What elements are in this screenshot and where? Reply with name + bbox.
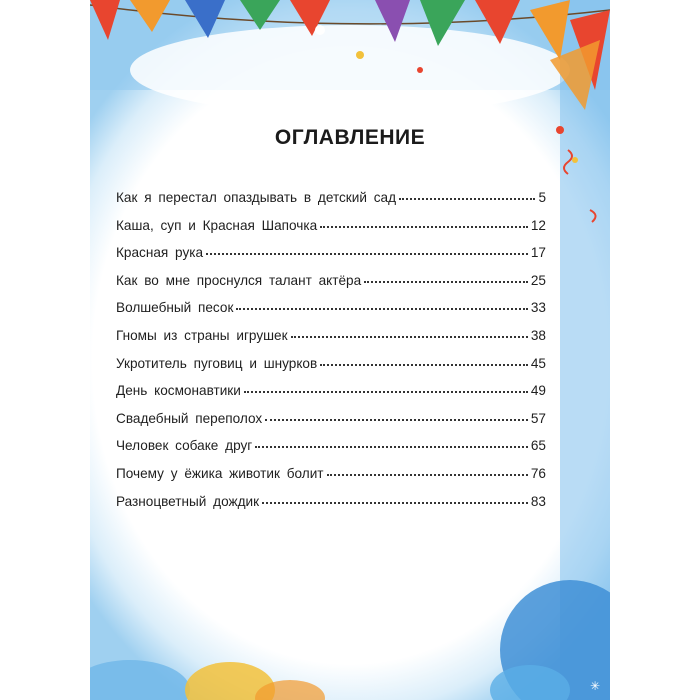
book-page <box>90 0 610 700</box>
dot-leader <box>291 326 528 338</box>
toc-entry-title: Как я перестал опаздывать в детский сад <box>116 190 397 205</box>
toc-entry-page: 12 <box>530 217 546 233</box>
dot-leader <box>206 243 528 255</box>
toc-entry-title: День космонавтики <box>116 383 241 399</box>
toc-entry-page: 38 <box>530 327 546 343</box>
dot-leader <box>399 188 535 200</box>
toc-entry <box>116 328 546 356</box>
toc-entry-title: Разноцветный дождик <box>116 493 260 509</box>
dot-leader <box>236 298 527 310</box>
toc-entry <box>116 273 546 301</box>
toc-entry <box>116 190 546 218</box>
toc-entry-title: Волшебный песок <box>116 300 234 316</box>
toc-entry-title: Укротитель пуговиц и шнурков <box>116 355 318 371</box>
dot-leader <box>255 436 528 448</box>
toc-entry <box>116 300 546 328</box>
dot-leader <box>327 464 528 476</box>
dot-leader <box>265 409 528 421</box>
dot-leader <box>320 216 528 228</box>
toc-entry-page: 83 <box>530 493 546 509</box>
toc-entry-title: Гномы из страны игрушек <box>116 327 288 343</box>
toc-entry-page: 5 <box>538 190 546 205</box>
toc-entry-title: Красная рука <box>116 245 204 261</box>
toc-entry <box>116 383 546 411</box>
dot-leader <box>244 381 528 393</box>
toc-entry <box>116 466 546 494</box>
dot-leader <box>364 271 528 283</box>
toc-entry-page: 76 <box>530 465 546 481</box>
dot-leader <box>320 354 528 366</box>
toc-entry <box>116 438 546 466</box>
toc-entry-page: 45 <box>530 355 546 371</box>
toc-entry-page: 49 <box>530 383 546 399</box>
toc-entry-page: 65 <box>530 438 546 454</box>
toc-entry <box>116 411 546 439</box>
toc-entry <box>116 245 546 273</box>
toc-entry-page: 17 <box>530 245 546 261</box>
svg-text:✳: ✳ <box>590 679 601 693</box>
toc-entry-title: Как во мне проснулся талант актёра <box>116 272 362 288</box>
toc-entry-page: 33 <box>530 300 546 316</box>
dot-leader <box>262 492 528 504</box>
table-of-contents <box>116 190 546 521</box>
toc-entry <box>116 356 546 384</box>
toc-entry-title: Каша, суп и Красная Шапочка <box>116 217 318 233</box>
toc-entry-title: Свадебный переполох <box>116 410 263 426</box>
toc-entry-title: Человек собаке друг <box>116 438 253 454</box>
page-title: ОГЛАВЛЕНИЕ <box>274 126 426 149</box>
toc-entry <box>116 494 546 522</box>
toc-entry-page: 57 <box>530 410 546 426</box>
toc-entry-page: 25 <box>530 272 546 288</box>
toc-entry-title: Почему у ёжика животик болит <box>116 465 324 481</box>
toc-entry <box>116 218 546 246</box>
